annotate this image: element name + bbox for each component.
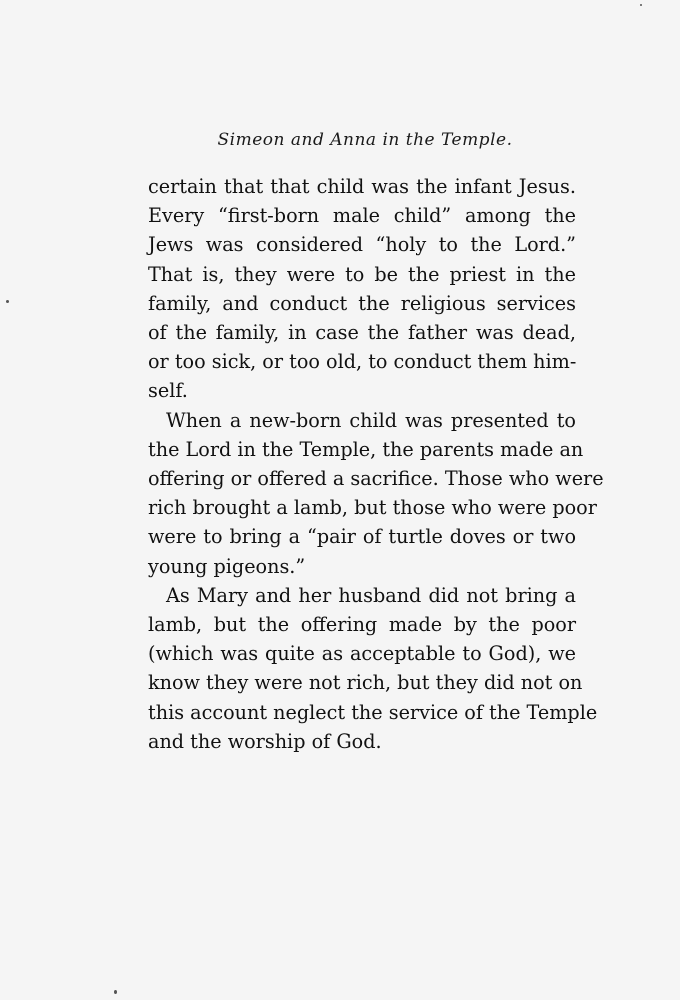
text-line: lamb, but the offering made by the poor [148, 613, 576, 637]
body-text [148, 172, 604, 756]
text-line: certain that that child was the infant Jesus. [148, 175, 576, 198]
text-line: were to bring a “pair of turtle doves or two [148, 525, 576, 549]
text-line: self. [148, 379, 188, 403]
text-line: of the family, in case the father was dead, [148, 321, 576, 345]
paragraph-1 [148, 172, 576, 406]
text-line: or too sick, or too old, to conduct them him- [148, 350, 577, 374]
text-line: (which was quite as acceptable to God), we [148, 642, 576, 666]
scan-speck [640, 4, 642, 6]
text-line: this account neglect the service of the Temple [148, 700, 598, 724]
text-line: young pigeons.” [148, 554, 306, 578]
text-line: rich brought a lamb, but those who were poor [148, 496, 597, 520]
text-line: the Lord in the Temple, the parents made an [148, 437, 584, 461]
text-line: offering or offered a sacrifice. Those who were [148, 467, 604, 491]
scan-speck [114, 990, 117, 994]
text-line: know they were not rich, but they did not on [148, 671, 583, 695]
running-head-text: Simeon and Anna in the Temple. [217, 130, 513, 150]
text-line: family, and conduct the religious services [148, 291, 576, 315]
scan-speck [6, 300, 9, 303]
text-line: That is, they were to be the priest in the [148, 262, 576, 286]
paragraph-2 [148, 406, 604, 581]
text-line: and the worship of God. [148, 729, 382, 753]
running-head [0, 130, 680, 150]
text-line: Jews was considered “holy to the Lord.” [148, 233, 576, 257]
text-line: When a new-born child was presented to [166, 408, 576, 432]
text-line: Every “first-born male child” among the [148, 204, 576, 228]
text-line: As Mary and her husband did not bring a [166, 583, 576, 607]
paragraph-3 [148, 581, 598, 756]
